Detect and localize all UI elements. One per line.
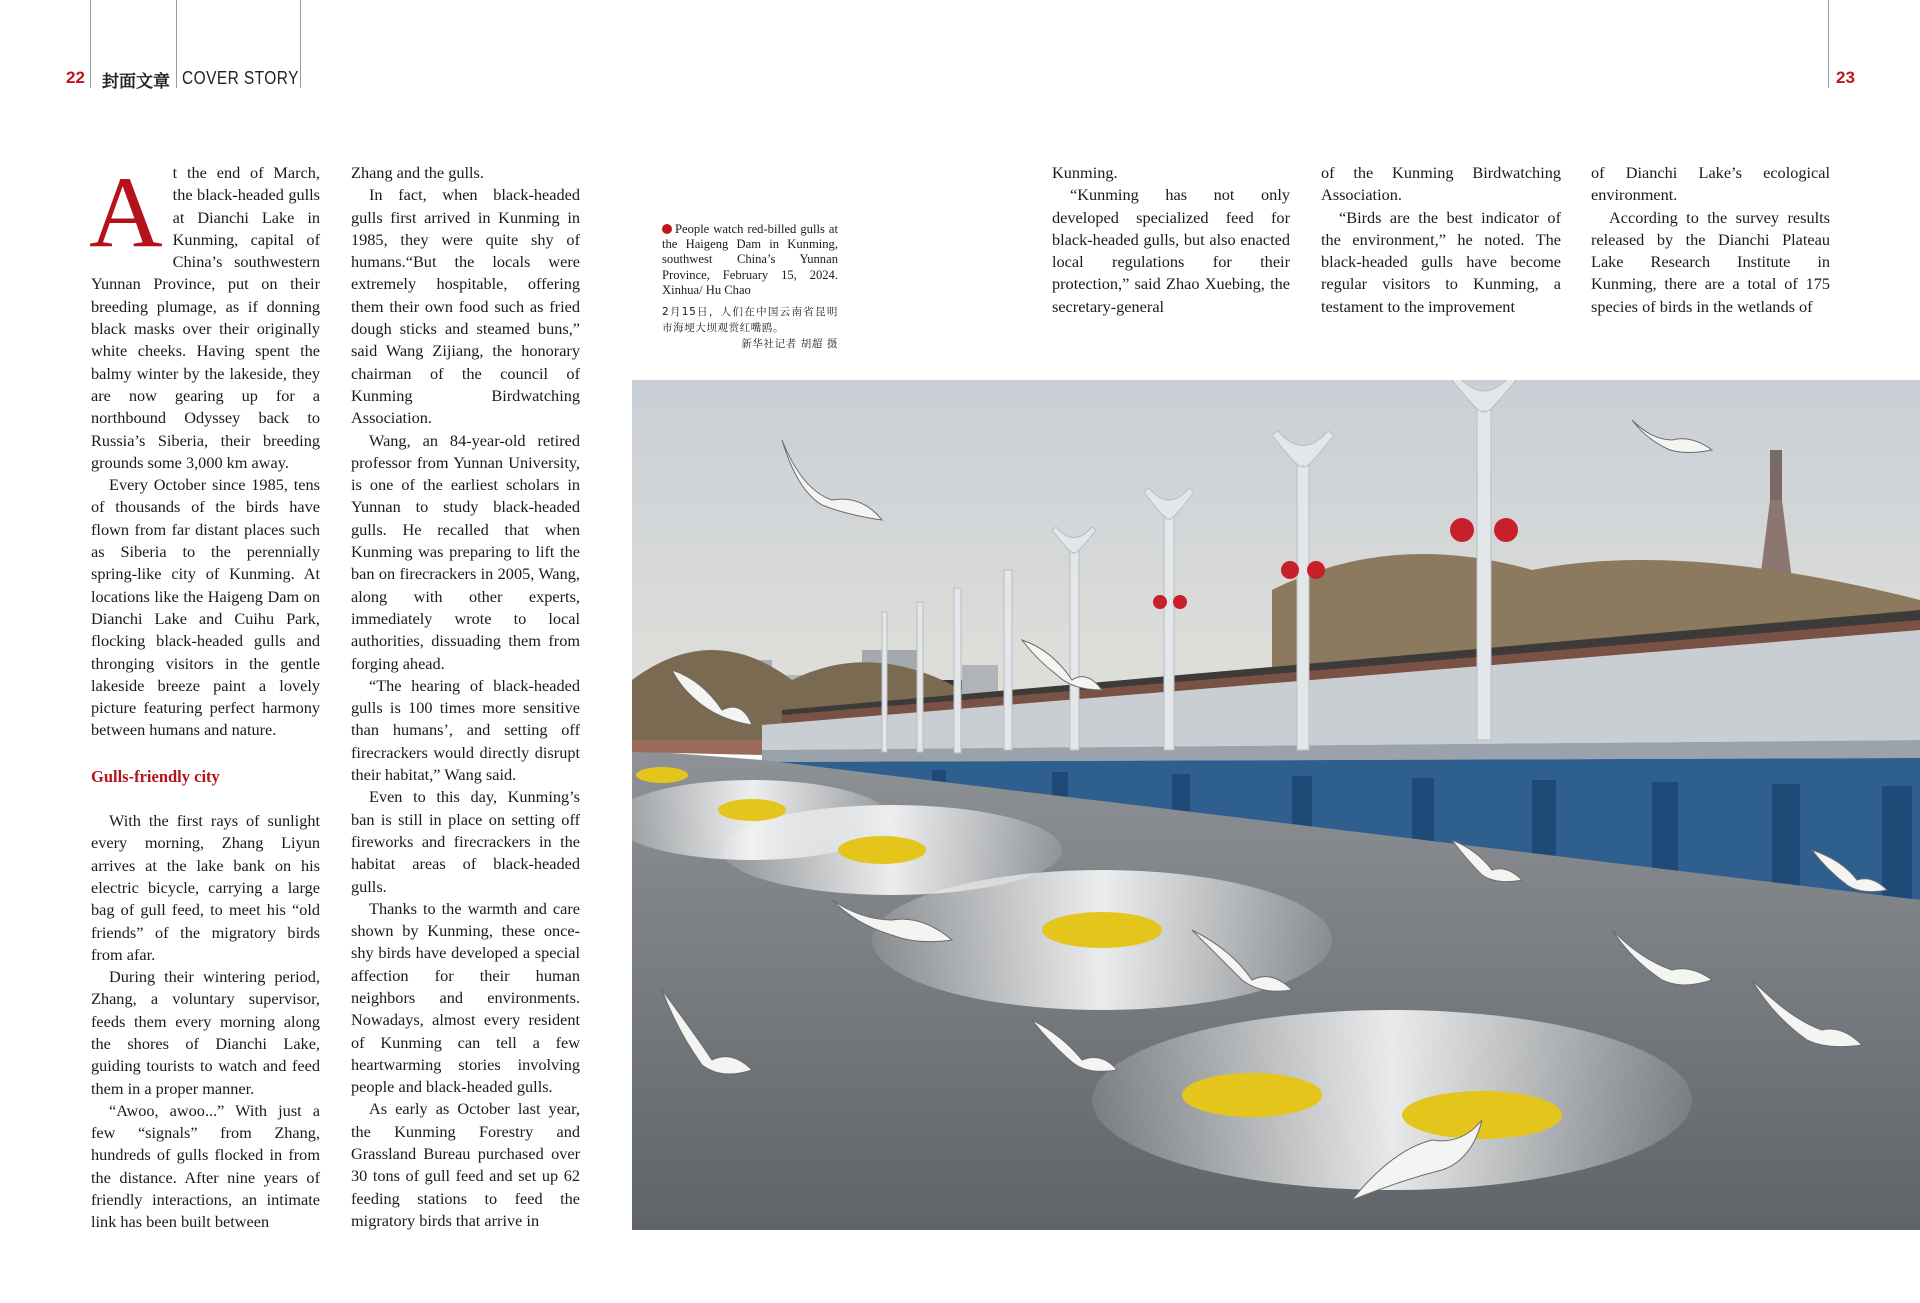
paragraph: “Kunming has not only developed specialized feed for black-headed gulls, but also enacted local regulations for their protection,” said Zhao Xuebing, the secretary-general	[1052, 185, 1290, 316]
caption-english: People watch red-billed gulls at the Haigeng Dam in Kunming, southwest China’s Yunnan Province, February 15, 2024. Xinhua/ Hu Chao	[662, 222, 838, 297]
header-rule-right	[1828, 0, 1829, 88]
paragraph: In fact, when black-headed gulls first arrived in Kunming in 1985, they were quite shy of humans.“But the locals were extremely hospitable, offering them their own food such as fried dough sticks and steamed buns,” said Wang Zijiang, the honorary chairman of the council of Kunming Birdwatching Association.	[351, 185, 580, 428]
paragraph: of Dianchi Lake’s ecological environment.	[1591, 163, 1830, 205]
section-title-en: COVER STORY	[182, 68, 299, 88]
page-number-right: 23	[1836, 68, 1855, 87]
paragraph: of the Kunming Birdwatching Association.	[1321, 163, 1561, 205]
paragraph: Kunming.	[1052, 163, 1118, 182]
subheading: Gulls-friendly city	[91, 766, 220, 786]
caption-bullet-icon	[662, 224, 672, 234]
paragraph: As early as October last year, the Kunming Forestry and Grassland Bureau purchased over 30 tons of gull feed and set up 62 feeding stations to feed the migratory birds that arrive in	[351, 1099, 580, 1230]
section-title-cn: 封面文章	[102, 72, 170, 92]
photo-gulls-haigeng-dam	[632, 380, 1920, 1230]
paragraph: “The hearing of black-headed gulls is 100 times more sensitive than humans’, and setting off firecrackers would directly disrupt their habitat,” Wang said.	[351, 675, 580, 785]
paragraph: Every October since 1985, tens of thousands of the birds have flown from far distant places such as Siberia to the perennially spring-like city of Kunming. At locations like the Haigeng Dam on Dianchi Lake and Cuihu Park, flocking black-headed gulls and thronging visitors in the gentle lakeside breeze paint a lovely picture featuring perfect harmony between humans and nature.	[91, 475, 320, 740]
article-column-2	[351, 162, 580, 1232]
article-column-3	[1052, 162, 1290, 318]
photo-caption	[662, 222, 838, 352]
header-rule-left	[90, 0, 91, 88]
paragraph: With the first rays of sunlight every morning, Zhang Liyun arrives at the lake bank on his electric bicycle, carrying a large bag of gull feed, to meet his “old friends” of the migratory birds from afar.	[91, 811, 320, 964]
paragraph: Even to this day, Kunming’s ban is still in place on setting off fireworks and firecrackers in the habitat areas of black-headed gulls.	[351, 787, 580, 896]
caption-credit: 新华社记者 胡超 摄	[741, 338, 838, 351]
paragraph: During their wintering period, Zhang, a voluntary supervisor, feeds them every morning along the shores of Dianchi Lake, guiding tourists to watch and feed them in a proper manner.	[91, 967, 320, 1098]
paragraph: Thanks to the warmth and care shown by Kunming, these once-shy birds have developed a special affection for their human neighbors and environments. Nowadays, almost every resident of Kunming can tell a few heartwarming stories involving people and black-headed gulls.	[351, 898, 580, 1097]
drop-cap: A	[89, 156, 163, 269]
paragraph: “Awoo, awoo...” With just a few “signals” from Zhang, hundreds of gulls flocked in from the distance. After nine years of friendly interactions, an intimate link has been built between	[91, 1100, 320, 1232]
paragraph: Zhang and the gulls.	[351, 163, 484, 182]
paragraph: According to the survey results released by the Dianchi Plateau Lake Research Institute in Kunming, there are a total of 175 species of birds in the wetlands of	[1591, 207, 1830, 316]
header-rule-cover	[176, 0, 177, 88]
article-column-1	[89, 156, 320, 1234]
paragraph: At the end of March, the black-headed gulls at Dianchi Lake in Kunming, capital of China’s southwestern Yunnan Province, put on their breeding plumage, as if donning black masks over their originally white cheeks. Having spent the balmy winter by the lakeside, they are now gearing up for a northbound Odyssey back to Russia’s Siberia, their breeding grounds some 3,000 km away.	[89, 156, 320, 472]
article-column-4	[1321, 162, 1561, 318]
paragraph: “Birds are the best indicator of the environment,” he noted. The black-headed gulls have become regular visitors to Kunming, a testament to the improvement	[1321, 207, 1561, 316]
paragraph: Wang, an 84-year-old retired professor from Yunnan University, is one of the earliest scholars in Yunnan to study black-headed gulls. He recalled that when Kunming was preparing to lift the ban on firecrackers in 2005, Wang, along with other experts, immediately wrote to local authorities, dissuading them from forging ahead.	[351, 430, 580, 673]
caption-chinese: 2月15日，人们在中国云南省昆明市海埂大坝观赏红嘴鸥。	[662, 306, 838, 335]
header-rule-end	[300, 0, 301, 88]
article-column-5	[1591, 162, 1830, 318]
page-number-left: 22	[66, 68, 85, 87]
